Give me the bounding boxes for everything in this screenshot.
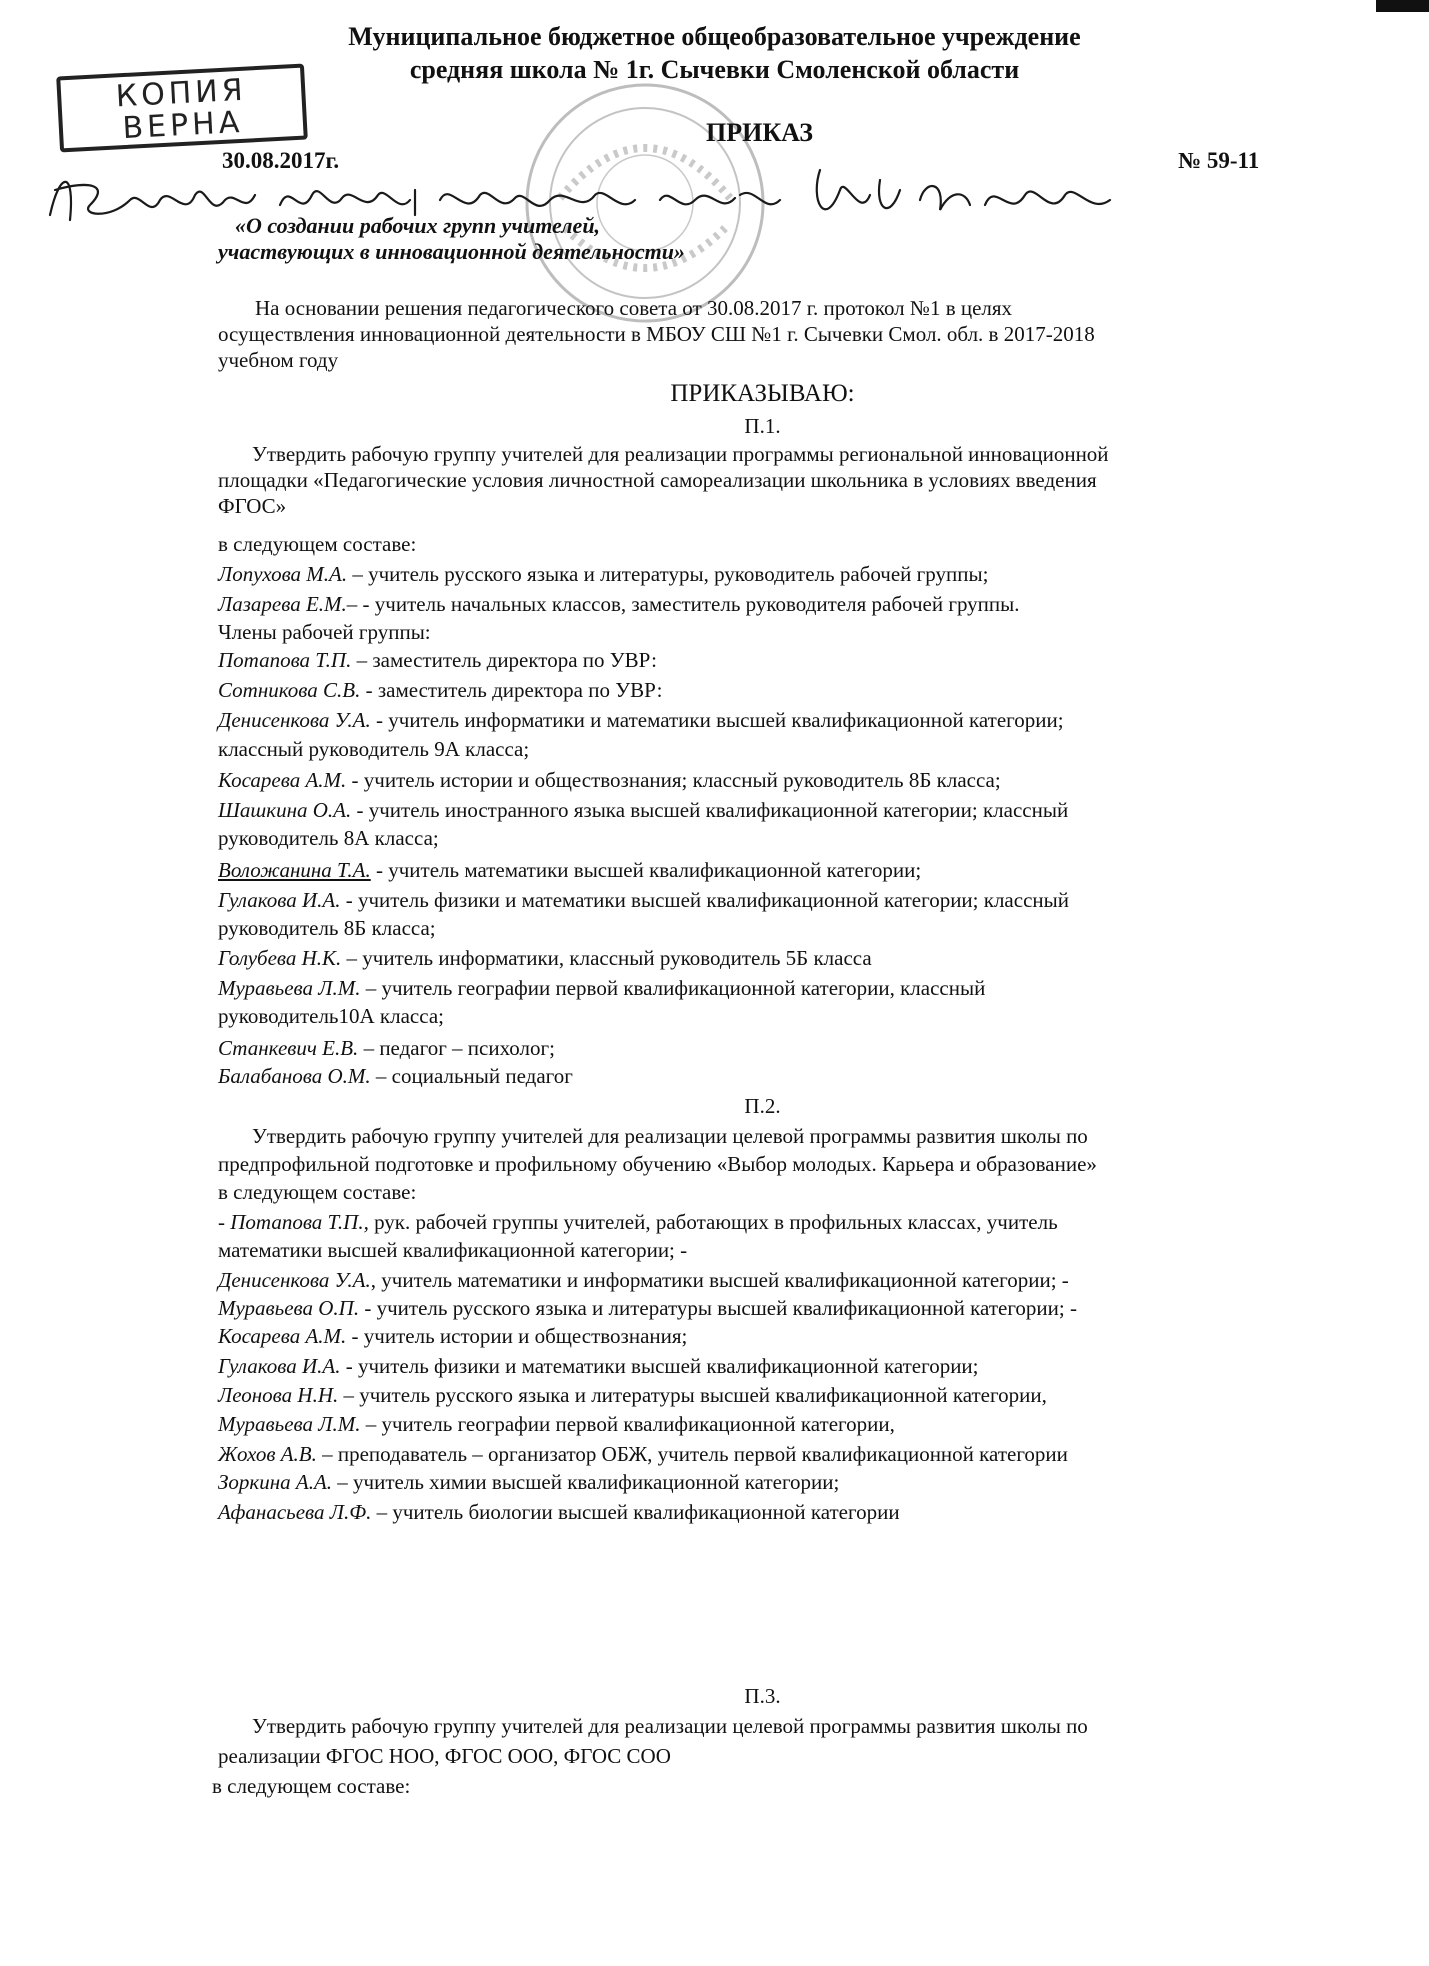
member-name: Лопухова М.А. [218, 562, 348, 586]
subject-line2: участвующих в инновационной деятельности» [218, 239, 685, 264]
member-role: – учитель географии первой квалификационной категории, [360, 1412, 895, 1436]
list-item [218, 737, 529, 762]
list-item [218, 1004, 444, 1029]
preamble-line: учебном году [218, 348, 339, 372]
member-name: Потапова Т.П. [218, 648, 352, 672]
list-item [218, 946, 872, 971]
member-role: - учитель физики и математики высшей квалификационной категории; классный [340, 888, 1069, 912]
list-item [218, 648, 657, 673]
p3-intro-line: в следующем составе: [212, 1774, 411, 1798]
member-role: , учитель математики и информатики высшей квалификационной категории; - [370, 1268, 1069, 1292]
list-item [218, 976, 985, 1001]
subject-line1: «О создании рабочих групп учителей, [235, 213, 601, 238]
list-item [218, 1296, 1077, 1321]
member-role: математики высшей квалификационной категории; - [218, 1238, 688, 1262]
member-name: Зоркина А.А. [218, 1470, 333, 1494]
list-item [218, 1036, 555, 1061]
org-name-line2: средняя школа № 1г. Сычевки Смоленской области [409, 55, 1020, 84]
order-word: ПРИКАЗЫВАЮ: [670, 380, 855, 407]
member-role: руководитель 8А класса; [218, 826, 439, 850]
section-heading-p2: П.2. [744, 1094, 781, 1118]
p3-intro-line: реализации ФГОС НОО, ФГОС ООО, ФГОС СОО [218, 1744, 671, 1768]
member-name: Сотникова С.В. [218, 678, 361, 702]
scan-edge-mark [1376, 0, 1429, 12]
member-name: Денисенкова У.А. [218, 1268, 371, 1292]
list-item [218, 1500, 900, 1525]
member-name: - Потапова Т.П., [218, 1210, 369, 1234]
member-name: Муравьева О.П. [218, 1296, 360, 1320]
member-role: – педагог – психолог; [358, 1036, 555, 1060]
section-heading-p3: П.3. [744, 1684, 781, 1708]
list-item [218, 826, 439, 851]
list-item [218, 888, 1069, 913]
member-role: – преподаватель – организатор ОБЖ, учитель первой квалификационной категории [316, 1442, 1068, 1466]
list-item [218, 592, 1020, 617]
member-name: Денисенкова У.А. [218, 708, 371, 732]
member-role: - учитель начальных классов, заместитель руководителя рабочей группы. [357, 592, 1020, 616]
member-name: Голубева Н.К. [218, 946, 342, 970]
p2-intro-line: Утвердить рабочую группу учителей для реализации целевой программы развития школы по [252, 1124, 1088, 1148]
list-item [218, 798, 1068, 823]
member-role: - учитель информатики и математики высшей квалификационной категории; [370, 708, 1064, 732]
member-name: Гулакова И.А. [218, 888, 341, 912]
list-item [218, 1210, 1058, 1235]
preamble-line: осуществления инновационной деятельности в МБОУ СШ №1 г. Сычевки Смол. обл. в 2017-2018 [218, 322, 1095, 346]
list-item [218, 1383, 1047, 1408]
preamble-line: На основании решения педагогического совета от 30.08.2017 г. протокол №1 в целях [255, 296, 1013, 320]
list-item [218, 768, 1001, 793]
stamp-line2: ВЕРНА [121, 104, 245, 147]
list-item [218, 1470, 839, 1495]
member-name: Косарева А.М. [218, 1324, 347, 1348]
list-item [218, 1354, 979, 1379]
p1-intro-line: в следующем составе: [218, 532, 417, 556]
member-role: рук. рабочей группы учителей, работающих в профильных классах, учитель [368, 1210, 1058, 1234]
member-role: руководитель 8Б класса; [218, 916, 436, 940]
section-heading-p1: П.1. [744, 414, 781, 438]
copy-true-stamp [56, 64, 308, 153]
org-name-line1: Муниципальное бюджетное общеобразовательное учреждение [348, 22, 1081, 51]
member-name: Шашкина О.А. [218, 798, 352, 822]
member-role: - учитель иностранного языка высшей квалификационной категории; классный [351, 798, 1069, 822]
list-item [218, 916, 436, 941]
member-role: - заместитель директора по УВР: [360, 678, 663, 702]
member-role: – учитель химии высшей квалификационной категории; [332, 1470, 840, 1494]
list-item [218, 1238, 687, 1263]
p3-intro-line: Утвердить рабочую группу учителей для реализации целевой программы развития школы по [252, 1714, 1088, 1738]
list-item [218, 1064, 573, 1089]
member-name: Леонова Н.Н. [218, 1383, 339, 1407]
list-item [218, 1268, 1069, 1293]
member-name: Муравьева Л.М. [218, 976, 361, 1000]
list-item [218, 858, 921, 883]
member-name: Станкевич Е.В. [218, 1036, 359, 1060]
list-item [218, 678, 662, 703]
member-role: руководитель10А класса; [218, 1004, 444, 1028]
member-name: Косарева А.М. [218, 768, 347, 792]
member-role: – учитель географии первой квалификационной категории, классный [360, 976, 986, 1000]
member-role: – учитель биологии высшей квалификационной категории [371, 1500, 900, 1524]
list-item [218, 1324, 687, 1349]
member-name: Лазарева Е.М.– [218, 592, 358, 616]
list-item [218, 708, 1064, 733]
member-name: Балабанова О.М. [218, 1064, 371, 1088]
member-name: Воложанина Т.А. [218, 858, 371, 882]
member-role: – учитель русского языка и литературы высшей квалификационной категории, [338, 1383, 1047, 1407]
stamp-line1: КОПИЯ [115, 72, 248, 115]
member-role: - учитель истории и обществознания; классный руководитель 8Б класса; [346, 768, 1001, 792]
p1-intro-line: площадки «Педагогические условия личностной самореализации школьника в условиях введения [218, 468, 1097, 492]
p1-intro-line: ФГОС» [218, 494, 287, 518]
member-name: Муравьева Л.М. [218, 1412, 361, 1436]
member-role: - учитель физики и математики высшей квалификационной категории; [340, 1354, 979, 1378]
p2-intro-line: предпрофильной подготовке и профильному обучению «Выбор молодых. Карьера и образование» [218, 1152, 1097, 1176]
doc-type: ПРИКАЗ [706, 118, 814, 147]
list-item [218, 1442, 1068, 1467]
member-role: – заместитель директора по УВР: [351, 648, 657, 672]
member-name: Афанасьева Л.Ф. [218, 1500, 372, 1524]
list-item [218, 562, 988, 587]
member-role: - учитель истории и обществознания; [346, 1324, 688, 1348]
order-number: № 59-11 [1178, 148, 1260, 173]
member-role: – учитель информатики, классный руководитель 5Б класса [341, 946, 872, 970]
list-item [218, 1412, 895, 1437]
member-name: Гулакова И.А. [218, 1354, 341, 1378]
p2-intro-line: в следующем составе: [218, 1180, 417, 1204]
member-name: Жохов А.В. [218, 1442, 317, 1466]
member-role: - учитель математики высшей квалификационной категории; [370, 858, 922, 882]
order-date: 30.08.2017г. [222, 148, 340, 173]
member-role: - учитель русского языка и литературы высшей квалификационной категории; - [359, 1296, 1077, 1320]
member-role: – учитель русского языка и литературы, руководитель рабочей группы; [347, 562, 989, 586]
member-role: – социальный педагог [370, 1064, 573, 1088]
member-role: классный руководитель 9А класса; [218, 737, 530, 761]
members-label: Члены рабочей группы: [218, 620, 431, 644]
p1-intro-line: Утвердить рабочую группу учителей для реализации программы региональной инновационной [252, 442, 1109, 466]
